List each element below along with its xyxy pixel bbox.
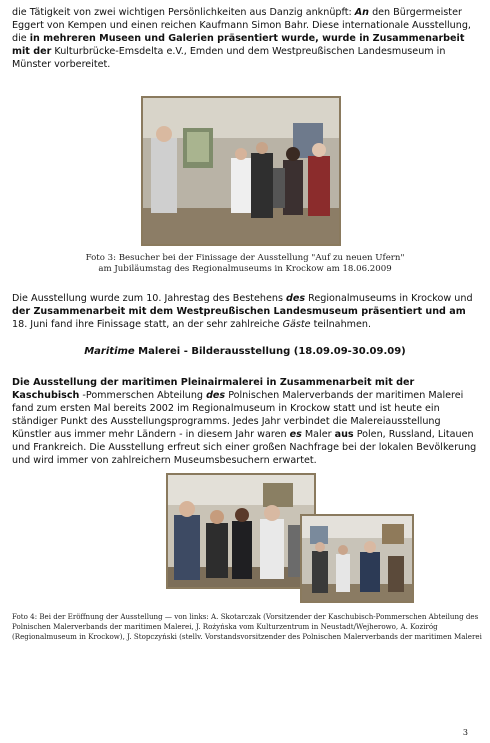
para3-text-3: des [206, 390, 226, 401]
exhibition-paragraph [12, 292, 478, 331]
photo-visitors-finissage [141, 96, 341, 246]
para2-text-1: Die Ausstellung wurde zum 10. Jahrestag des Bestehens [12, 293, 287, 304]
para3-text-6: Maler [301, 429, 335, 440]
intro-text-1: die Tätigkeit von zwei wichtigen Persönlichkeiten aus Danzig anknüpft: [12, 7, 355, 18]
intro-paragraph [12, 6, 478, 71]
para2-text-6: Gäste [282, 319, 311, 330]
para3-text-4: Polnischen Malerverbands der maritimen Malerei fand zum ersten Mal bereits 2002 im Regionalmuseum in Krockow statt und ist heute ein ständiger Punkt des Ausstellungsprogramms. Jedes Jahr verbindet die Malereiausstellung Künstler aus immer mehr Ländern - in diesem Jahr waren [12, 390, 464, 440]
photo-opening-visitors [300, 514, 414, 603]
para2-text-2: des [286, 293, 306, 304]
maritime-paragraph [12, 376, 478, 467]
heading-rest: Malerei - Bilderausstellung (18.09.09-30.09.09) [134, 346, 406, 357]
intro-text-4: in mehreren Museen und Galerien präsentiert wurde, wurde in Zusammenarbeit mit der [12, 33, 465, 57]
para3-text-8: Polen, Russland, Litauen und Frankreich. Die Ausstellung erfreut sich einer großen Nachfrage bei der lokalen Bevölkerung und wird immer von zahlreichern Museumsbesuchern erwartet. [12, 429, 477, 466]
para3-text-1: Die Ausstellung der maritimen Pleinairmalerei in Zusammenarbeit mit der Kaschubisch [12, 377, 415, 401]
photo-4-caption: Foto 4: Bei der Eröffnung der Ausstellung — von links: A. Skotarczak (Vorsitzender der Kaschubisch-Pommerschen Abteilung des Polnischen Malerverbands der maritimen Malerei, J. Rożyńska vom Kulturzentrum in Neustadt/Wejherowo, A. Koziróg (Regionalmuseum in Krockow), J. Stopczyński (stellv. Vorstandsvorsitzender des Polnischen Malerverbands der maritimen Malerei [12, 612, 482, 641]
para3-text-5: es [289, 429, 302, 440]
section-heading [0, 346, 490, 357]
intro-text-2: An [354, 7, 370, 18]
para2-text-5: 18. Juni fand ihre Finissage statt, an der sehr zahlreiche [12, 319, 283, 330]
heading-italic: Maritime [84, 346, 135, 357]
para3-text-7: aus [334, 429, 354, 440]
intro-text-3: den Bürgermeister Eggert von Kempen und einen reichen Kaufmann Simon Bahr. Diese internationale Ausstellung, die [12, 7, 471, 44]
para2-text-4: der Zusammenarbeit mit dem Westpreußischen Landesmuseum präsentiert und am [12, 306, 466, 317]
photo-3-caption-line-2: am Jubiläumstag des Regionalmuseums in Krockow am 18.06.2009 [98, 264, 392, 274]
photo-opening-group [166, 473, 316, 589]
intro-text-5: Kulturbrücke-Emsdelta e.V., Emden und dem Westpreußischen Landesmuseum in Münster vorbereitet. [12, 46, 446, 70]
page-number: 3 [462, 728, 468, 737]
para3-text-2: -Pommerschen Abteilung [79, 390, 207, 401]
photo-3-caption-line-1: Foto 3: Besucher bei der Finissage der Ausstellung "Auf zu neuen Ufern" [85, 253, 405, 263]
para2-text-3: Regionalmuseums in Krockow und [305, 293, 473, 304]
para2-text-7: teilnahmen. [310, 319, 372, 330]
photo-3-caption [60, 253, 430, 275]
